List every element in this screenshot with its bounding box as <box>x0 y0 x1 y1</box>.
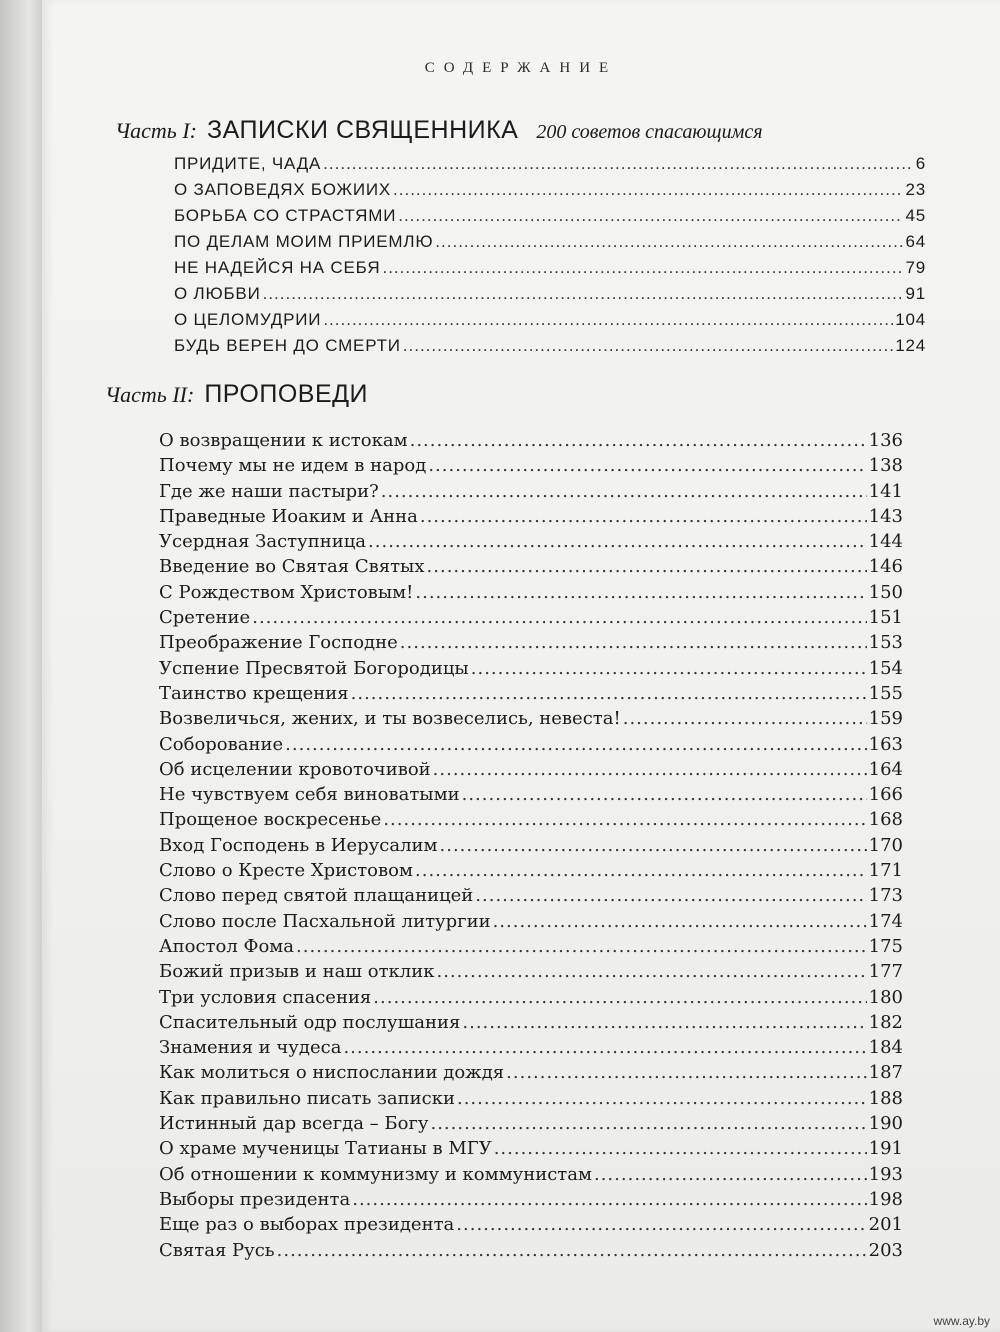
toc-entry-title: Вход Господень в Иерусалим <box>159 834 438 856</box>
watermark: www.ay.by <box>933 1314 990 1328</box>
toc-entry-page-number: 23 <box>905 180 926 199</box>
toc-entry <box>159 1214 903 1239</box>
toc-entry <box>159 1164 903 1189</box>
toc-entry-title: О возвращении к истокам <box>159 430 408 451</box>
toc-entry <box>159 658 903 683</box>
part-1-label: Часть I: <box>115 118 197 143</box>
toc-entry-page-number: 164 <box>868 758 903 780</box>
dot-leader <box>457 1088 867 1109</box>
toc-entry-title: Спасительный одр послушания <box>159 1011 461 1033</box>
toc-entry-title: Праведные Иоаким и Анна <box>159 505 418 527</box>
toc-entry-title: Как молиться о ниспослании дождя <box>159 1062 505 1084</box>
toc-entry <box>159 809 903 834</box>
book-page <box>42 0 1000 1332</box>
part-2-name: ПРОПОВЕДИ <box>204 380 369 408</box>
toc-entry-page-number: 203 <box>868 1239 903 1261</box>
part-2-label: Часть II: <box>105 382 195 407</box>
dot-leader <box>440 835 867 856</box>
toc-entry <box>159 607 903 632</box>
toc-entry-page-number: 64 <box>905 232 926 251</box>
dot-leader <box>393 180 903 200</box>
dot-leader <box>456 1214 866 1235</box>
toc-entry-title: Слово о Кресте Христовом <box>159 860 413 882</box>
toc-entry-page-number: 166 <box>868 784 903 806</box>
toc-entry <box>159 1037 903 1062</box>
toc-entry <box>174 206 926 232</box>
dot-leader <box>471 658 867 679</box>
toc-entry-title: О ЦЕЛОМУДРИИ <box>174 310 322 329</box>
toc-entry-title: Об отношении к коммунизму и коммунистам <box>159 1163 592 1185</box>
toc-entry <box>159 632 903 657</box>
toc-entry-page-number: 104 <box>895 310 926 329</box>
toc-entry-title: Слово перед святой плащаницей <box>159 885 474 907</box>
toc-entry <box>174 284 926 310</box>
toc-entry-title: Не чувствуем себя виноватыми <box>159 784 460 806</box>
toc-entry <box>159 1138 903 1163</box>
toc-entry-page-number: 187 <box>868 1062 903 1084</box>
toc-entry <box>159 582 903 607</box>
part-1-contents-list <box>174 154 926 362</box>
toc-entry-title: Успение Пресвятой Богородицы <box>159 657 469 679</box>
dot-leader <box>403 336 893 356</box>
dot-leader <box>296 936 867 957</box>
toc-entry <box>174 258 926 284</box>
part-2-title <box>105 380 368 409</box>
part-1-subtitle: 200 советов спасающимся <box>536 121 763 143</box>
toc-entry-title: О ЛЮБВИ <box>174 284 261 303</box>
toc-entry-page-number: 163 <box>868 733 903 755</box>
dot-leader <box>462 784 867 805</box>
dot-leader <box>382 258 903 278</box>
dot-leader <box>373 987 866 1008</box>
page-heading: СОДЕРЖАНИЕ <box>424 60 618 76</box>
dot-leader <box>433 759 867 780</box>
book-spine-shadow <box>0 0 42 1332</box>
toc-entry <box>159 1240 903 1265</box>
dot-leader <box>427 556 867 577</box>
toc-entry-page-number: 155 <box>868 682 903 704</box>
toc-entry-page-number: 124 <box>895 336 926 355</box>
toc-entry-page-number: 188 <box>868 1087 903 1109</box>
part-1-title <box>115 116 763 145</box>
toc-entry <box>159 481 903 506</box>
toc-entry-page-number: 136 <box>868 430 903 451</box>
dot-leader <box>475 885 866 906</box>
toc-entry-page-number: 45 <box>905 206 926 225</box>
toc-entry-page-number: 182 <box>868 1011 903 1033</box>
toc-entry-title: ПО ДЕЛАМ МОИМ ПРИЕМЛЮ <box>174 232 434 251</box>
toc-entry-page-number: 168 <box>868 809 903 831</box>
toc-entry-page-number: 151 <box>868 607 903 629</box>
toc-entry <box>174 310 926 336</box>
toc-entry-title: БУДЬ ВЕРЕН ДО СМЕРТИ <box>174 336 401 355</box>
toc-entry-page-number: 144 <box>868 531 903 553</box>
dot-leader <box>400 632 867 653</box>
toc-entry-page-number: 171 <box>868 860 903 882</box>
toc-entry-title: Знамения и чудеса <box>159 1037 342 1059</box>
toc-entry-title: Где же наши пастыри? <box>159 480 379 502</box>
dot-leader <box>420 506 867 527</box>
toc-entry-page-number: 170 <box>868 834 903 856</box>
dot-leader <box>252 607 866 628</box>
dot-leader <box>494 1138 867 1159</box>
toc-entry-title: Три условия спасения <box>159 986 372 1008</box>
toc-entry <box>159 430 903 455</box>
dot-leader <box>277 1240 867 1261</box>
toc-entry <box>159 734 903 759</box>
dot-leader <box>462 1012 866 1033</box>
toc-entry-title: Прощеное воскресенье <box>159 809 382 831</box>
toc-entry-title: Божий призыв и наш отклик <box>159 961 435 983</box>
toc-entry-title: Возвеличься, жених, и ты возвеселись, невеста! <box>159 708 621 730</box>
toc-entry-title: Об исцелении кровоточивой <box>159 758 431 780</box>
toc-entry-page-number: 174 <box>868 910 903 932</box>
dot-leader <box>428 455 866 476</box>
toc-entry-page-number: 198 <box>868 1188 903 1210</box>
toc-entry-page-number: 79 <box>905 258 926 277</box>
dot-leader <box>493 911 867 932</box>
toc-entry-title: Выборы президента <box>159 1188 351 1210</box>
toc-entry <box>174 232 926 258</box>
toc-entry-title: Апостол Фома <box>159 935 295 957</box>
toc-entry <box>159 759 903 784</box>
toc-entry <box>159 911 903 936</box>
toc-entry-title: О храме мученицы Татианы в МГУ <box>159 1138 492 1160</box>
toc-entry-page-number: 190 <box>868 1113 903 1135</box>
toc-entry-title: Еще раз о выборах президента <box>159 1214 455 1236</box>
dot-leader <box>594 1164 867 1185</box>
toc-entry-page-number: 6 <box>915 154 926 173</box>
toc-entry <box>159 1189 903 1214</box>
toc-entry <box>159 455 903 480</box>
toc-entry-page-number: 150 <box>868 581 903 603</box>
toc-entry <box>159 1113 903 1138</box>
toc-entry <box>159 885 903 910</box>
toc-entry-title: ПРИДИТЕ, ЧАДА <box>174 154 322 173</box>
toc-entry-title: Почему мы не идем в народ <box>159 455 427 477</box>
toc-entry <box>159 708 903 733</box>
toc-entry-page-number: 141 <box>868 480 903 502</box>
toc-entry-page-number: 184 <box>868 1037 903 1059</box>
toc-entry-page-number: 91 <box>905 284 926 303</box>
toc-entry-page-number: 193 <box>868 1163 903 1185</box>
dot-leader <box>506 1062 866 1083</box>
toc-entry-title: Истинный дар всегда – Богу <box>159 1113 429 1135</box>
toc-entry-title: Слово после Пасхальной литургии <box>159 910 491 932</box>
dot-leader <box>415 860 867 881</box>
dot-leader <box>263 284 904 304</box>
toc-entry <box>174 336 926 362</box>
toc-entry <box>159 961 903 986</box>
toc-entry-title: Как правильно писать записки <box>159 1087 455 1109</box>
toc-entry-title: Введение во Святая Святых <box>159 556 425 578</box>
dot-leader <box>398 206 903 226</box>
dot-leader <box>415 582 866 603</box>
toc-entry <box>159 1012 903 1037</box>
toc-entry-page-number: 138 <box>868 455 903 477</box>
toc-entry-page-number: 201 <box>868 1214 903 1236</box>
toc-entry-page-number: 180 <box>868 986 903 1008</box>
toc-entry <box>159 987 903 1012</box>
toc-entry-title: Соборование <box>159 733 284 755</box>
dot-leader <box>323 154 914 174</box>
toc-entry-title: Таинство крещения <box>159 682 349 704</box>
toc-entry-title: Сретение <box>159 607 251 629</box>
toc-entry-title: Усердная Заступница <box>159 531 367 553</box>
toc-entry <box>159 1088 903 1113</box>
toc-entry <box>159 1062 903 1087</box>
toc-entry <box>174 154 926 180</box>
part-1-name: ЗАПИСКИ СВЯЩЕННИКА <box>206 116 519 144</box>
toc-entry-page-number: 175 <box>868 935 903 957</box>
toc-entry <box>159 784 903 809</box>
toc-entry-title: С Рождеством Христовым! <box>159 581 414 603</box>
toc-entry-page-number: 173 <box>868 885 903 907</box>
dot-leader <box>430 1113 866 1134</box>
toc-entry <box>159 860 903 885</box>
toc-entry-page-number: 177 <box>868 961 903 983</box>
toc-entry-page-number: 153 <box>868 632 903 654</box>
toc-entry-title: Святая Русь <box>159 1239 275 1261</box>
dot-leader <box>343 1037 866 1058</box>
toc-entry-title: О ЗАПОВЕДЯХ БОЖИИХ <box>174 180 392 199</box>
toc-entry-title: БОРЬБА СО СТРАСТЯМИ <box>174 206 397 225</box>
dot-leader <box>285 734 866 755</box>
dot-leader <box>352 1189 866 1210</box>
dot-leader <box>623 708 867 729</box>
toc-entry-title: НЕ НАДЕЙСЯ НА СЕБЯ <box>174 258 381 277</box>
toc-entry <box>159 683 903 708</box>
toc-entry-title: Преображение Господне <box>159 632 398 654</box>
dot-leader <box>410 430 867 451</box>
dot-leader <box>381 481 867 502</box>
dot-leader <box>351 683 867 704</box>
toc-entry-page-number: 159 <box>868 708 903 730</box>
toc-entry <box>174 180 926 206</box>
toc-entry <box>159 506 903 531</box>
toc-entry <box>159 556 903 581</box>
toc-entry-page-number: 191 <box>868 1138 903 1160</box>
dot-leader <box>436 961 866 982</box>
toc-entry-page-number: 154 <box>868 657 903 679</box>
toc-entry <box>159 835 903 860</box>
dot-leader <box>435 232 903 252</box>
toc-entry <box>159 531 903 556</box>
dot-leader <box>383 809 866 830</box>
toc-entry <box>159 936 903 961</box>
toc-entry-page-number: 143 <box>868 505 903 527</box>
part-2-contents-list <box>159 430 903 1265</box>
toc-entry-page-number: 146 <box>868 556 903 578</box>
dot-leader <box>368 531 867 552</box>
dot-leader <box>323 310 893 330</box>
